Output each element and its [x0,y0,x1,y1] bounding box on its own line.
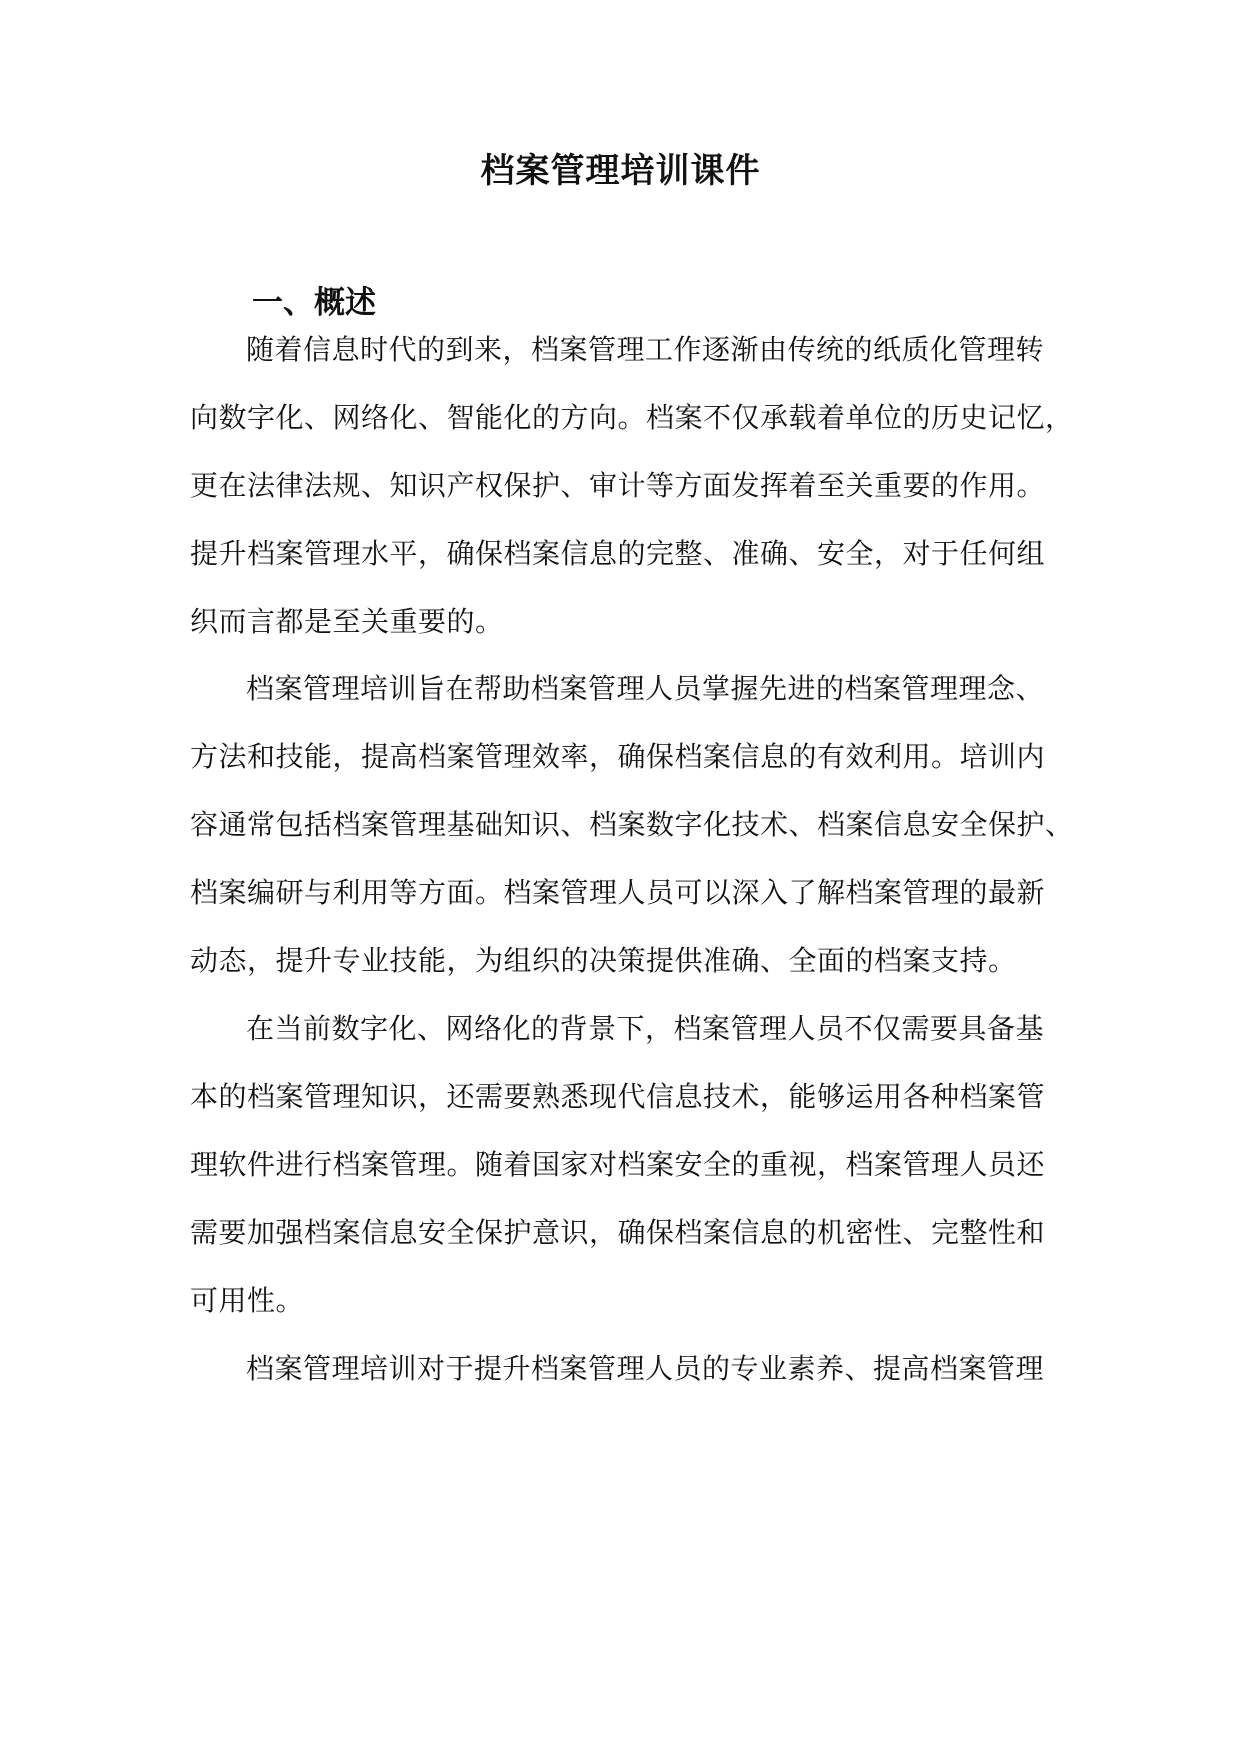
paragraph-line: 档案管理培训旨在帮助档案管理人员掌握先进的档案管理理念、 [246,672,1045,705]
paragraph-line: 理软件进行档案管理。随着国家对档案安全的重视，档案管理人员还 [190,1148,1046,1181]
paragraph-line: 动态，提升专业技能，为组织的决策提供准确、全面的档案支持。 [190,944,1017,977]
paragraph-line: 本的档案管理知识，还需要熟悉现代信息技术，能够运用各种档案管 [190,1080,1046,1113]
paragraph-line: 方法和技能，提高档案管理效率，确保档案信息的有效利用。培训内 [190,740,1046,773]
paragraph-line: 随着信息时代的到来，档案管理工作逐渐由传统的纸质化管理转 [246,333,1045,366]
paragraph-line: 需要加强档案信息安全保护意识，确保档案信息的机密性、完整性和 [190,1216,1046,1249]
paragraph-line: 档案编研与利用等方面。档案管理人员可以深入了解档案管理的最新 [190,876,1046,909]
section-heading: 一、概述 [252,285,376,321]
paragraph-line: 织而言都是至关重要的。 [190,605,504,638]
paragraph-line: 容通常包括档案管理基础知识、档案数字化技术、档案信息安全保护、 [190,808,1074,841]
paragraph-line: 提升档案管理水平，确保档案信息的完整、准确、安全，对于任何组 [190,537,1046,570]
paragraph-line: 更在法律法规、知识产权保护、审计等方面发挥着至关重要的作用。 [190,469,1046,502]
document-title: 档案管理培训课件 [480,151,761,191]
paragraph-line: 向数字化、网络化、智能化的方向。档案不仅承载着单位的历史记忆， [190,401,1074,434]
paragraph-line: 档案管理培训对于提升档案管理人员的专业素养、提高档案管理 [246,1352,1045,1385]
paragraph-line: 可用性。 [190,1284,305,1317]
paragraph-line: 在当前数字化、网络化的背景下，档案管理人员不仅需要具备基 [246,1012,1045,1045]
